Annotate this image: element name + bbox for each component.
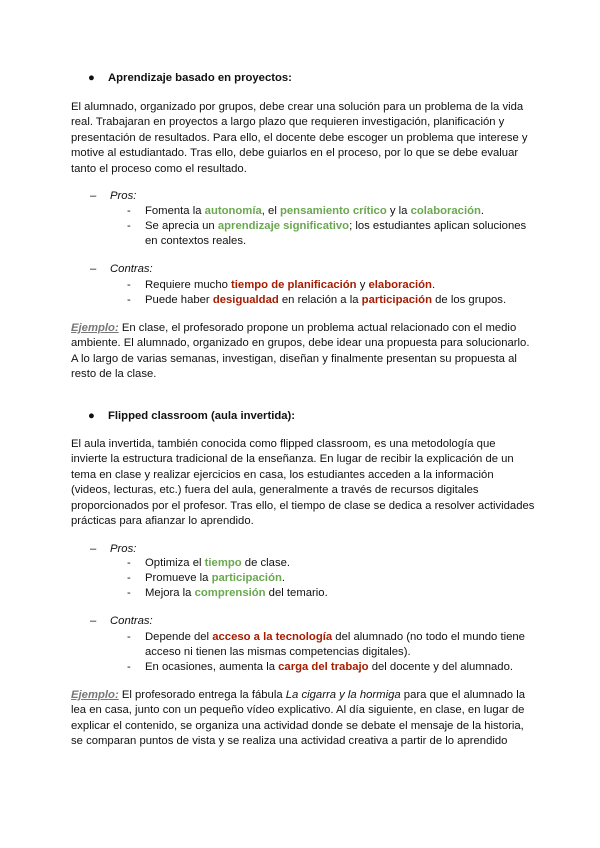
contras-label: – Contras: xyxy=(90,615,153,627)
example-label: Ejemplo: xyxy=(71,689,119,701)
bullet-icon: ● xyxy=(88,72,95,84)
pros-label: – Pros: xyxy=(90,190,137,202)
section1-intro-paragraph: El alumnado, organizado por grupos, debe crear una solución para un problema de la vida real. Trabajaran en proyectos a largo plazo que requieren investigación, planificación y presentación de resultados. Para ello, el docente debe escoger un problema que interese y motive al estudiantado. Tras ello, debe guiarlos en el proceso, por lo que se debe evaluar tanto el proceso como el resultado. xyxy=(71,101,528,175)
section2-intro-paragraph: El aula invertida, también conocida como flipped classroom, es una metodología que invierte la estructura tradicional de la enseñanza. En lugar de recibir la explicación de un tema en clase y realizar ejercicios en casa, los estudiantes acceden a la información (videos, lecturas, etc.) fuera del aula, generalmente a través de recursos digitales proporcionados por el profesor. Tras ello, el tiempo de clase se dedica a resolver actividades prácticas para afianzar lo aprendido. xyxy=(71,438,535,528)
bullet-icon: ● xyxy=(88,410,95,422)
section1-example-paragraph: Ejemplo: En clase, el profesorado propone un problema actual relacionado con el medio ambiente. El alumnado, organizado en grupos, debe idear una propuesta para solucionarlo. A lo largo de varias semanas, investigan, diseñan y finalmente presentan su propuesta al resto de la clase. xyxy=(71,322,530,381)
contras-label: – Contras: xyxy=(90,263,153,275)
section2-example-paragraph: Ejemplo: El profesorado entrega la fábula La cigarra y la hormiga para que el alumnado la lea en casa, junto con un pequeño vídeo explicativo. Al día siguiente, en clase, en lugar de explicar el contenido, se organiza una actividad donde se debate el mensaje de la historia, se comparan puntos de vista y se realiza una actividad creativa a partir de lo aprendido xyxy=(71,689,526,748)
section-heading-flipped: ● Flipped classroom (aula invertida): xyxy=(88,410,296,422)
pros-label: – Pros: xyxy=(90,543,137,555)
example-label: Ejemplo: xyxy=(71,322,119,334)
document-page: ● Aprendizaje basado en proyectos: El alumnado, organizado por grupos, debe crear una solución para un problema de la vida real. Trabajaran en proyectos a largo plazo que requieren investigación, planificación y presentación de resultados. Para ello, el docente debe escoger un problema que interese y motive al estudiantado. Tras ello, debe guiarlos en el proceso, por lo que se debe evaluar tanto el proceso como el resultado. – Pros: - Fomenta la autonomía, el pensamiento crítico y la colaboración. - Se aprecia un aprendizaje significativo; los estudiantes aplican soluciones en contextos reales. – Contras: - Requiere mucho tiempo de planificación y elaboración. - Puede haber desigualdad en relación a la participación de los grupos. Ejemplo: En clase, el profesorado propone un problema actual relacionado con el medio ambiente. El alumnado, organizado en grupos, debe idear una propuesta para solucionarlo. A lo largo de varias semanas, investigan, diseñan y finalmente presentan su propuesta al resto de la clase. ● Flipped classroom (aula invertida): El aula invertida, también conocida como flipped classroom, es una metodología que invierte la estructura tradicional de la enseñanza. En lugar de recibir la explicación de un tema en clase y realizar ejercicios en casa, los estudiantes acceden a la información (videos, lecturas, etc.) fuera del aula, generalmente a través de recursos digitales proporcionados por el profesor. Tras ello, el tiempo de clase se dedica a resolver actividades prácticas para afianzar lo aprendido. – Pros: - Optimiza el tiempo de clase. - Promueve la participación. - Mejora la comprensión del temario. – Contras: - Depende del acceso a la tecnología del alumnado (no todo el mundo tiene acceso ni tienen las mismas competencias digitales). - En ocasiones, aumenta la carga del trabajo del docente y del alumnado. Ejemplo: El profesorado entrega la fábula La cigarra y la hormiga para que el alumnado la lea en casa, junto con un pequeño vídeo explicativo. Al día siguiente, en clase, en lugar de explicar el contenido, se organiza una actividad donde se debate el mensaje de la historia, se comparan puntos de vista y se realiza una actividad creativa a partir de lo aprendido xyxy=(0,0,600,848)
section-heading-projects: ● Aprendizaje basado en proyectos: xyxy=(88,72,292,84)
